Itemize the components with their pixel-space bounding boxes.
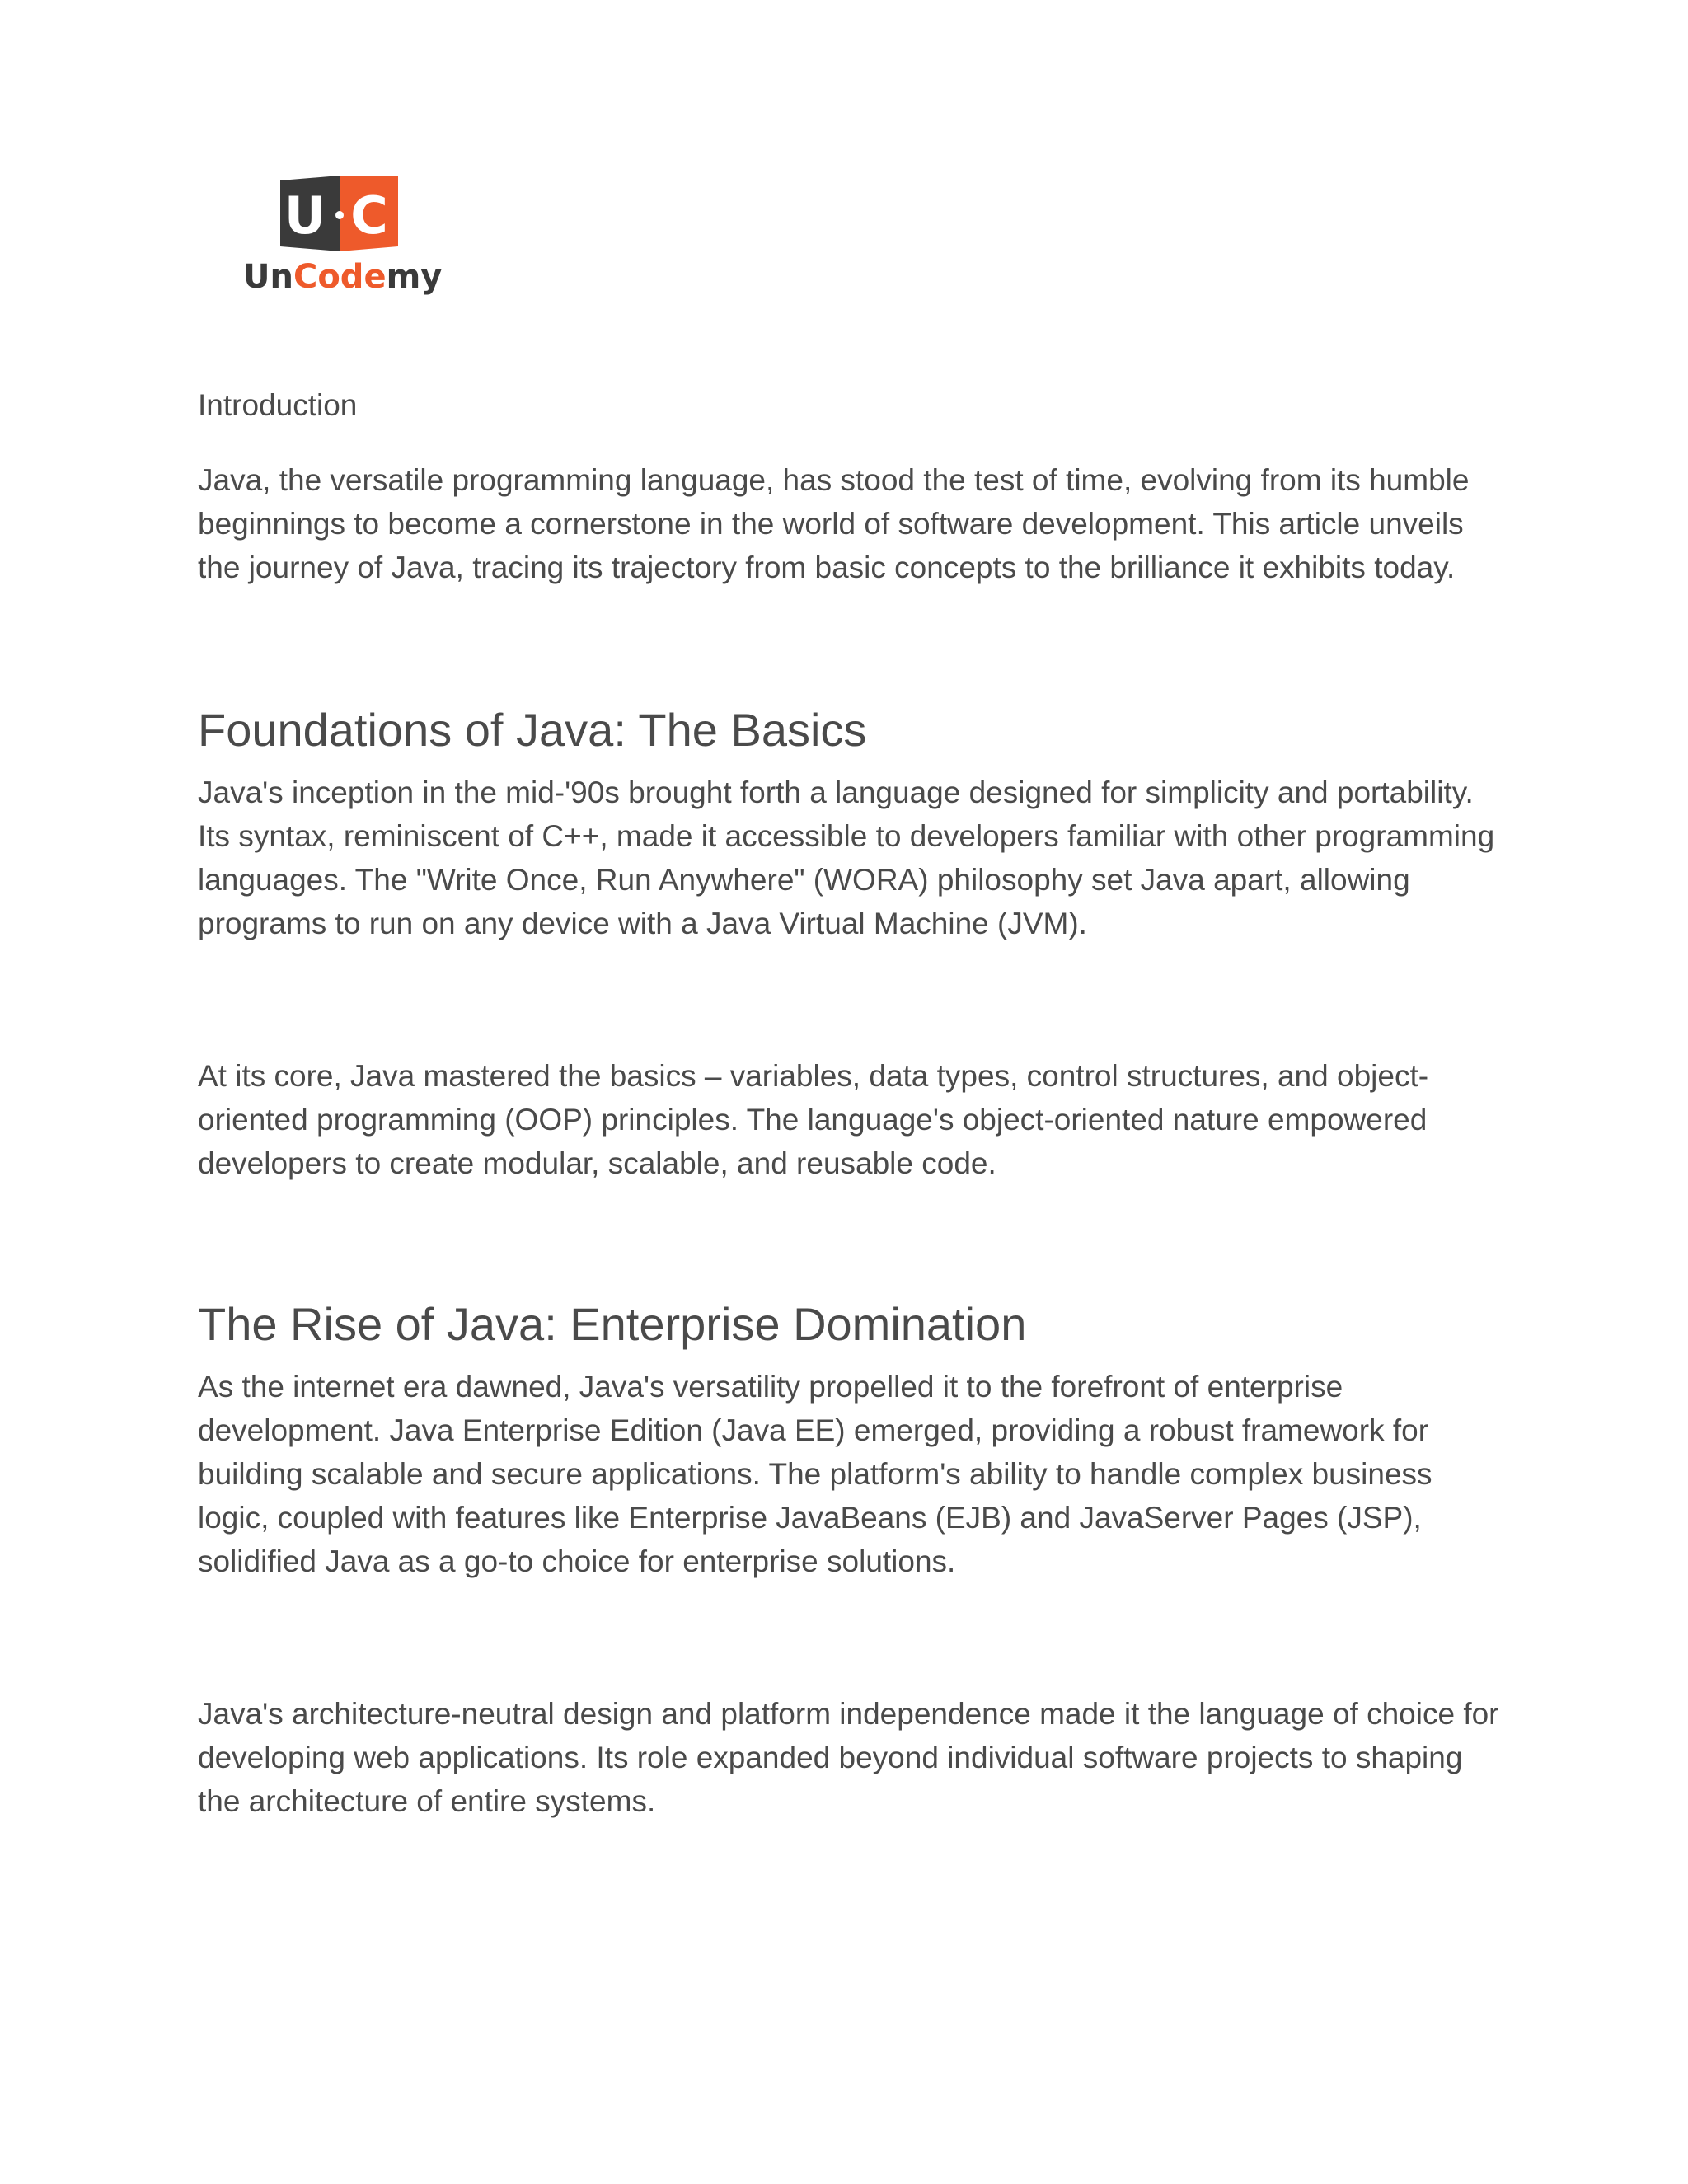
logo-mark-right-letter: C [350,185,388,246]
intro-label: Introduction [198,388,358,422]
uncodemy-logo [243,176,443,299]
article-body [198,384,1500,1823]
intro-paragraph: Java, the versatile programming language, has stood the test of time, evolving from its humble beginnings to become a cornerstone in the world of software development. This article unveils the journey of Java, tracing its trajectory from basic concepts to the brilliance it exhibits today. [198,463,1470,584]
rise-paragraph-2: Java's architecture-neutral design and platform independence made it the language of choice for developing web applications. Its role expanded beyond individual software projects to shaping the architecture of entire systems. [198,1697,1499,1818]
rise-paragraph-1: As the internet era dawned, Java's versatility propelled it to the forefront of enterprise development. Java Enterprise Edition (Java EE) emerged, providing a robust framework for building scalable and secure applications. The platform's ability to handle complex business logic, coupled with features like Enterprise JavaBeans (EJB) and JavaServer Pages (JSP), solidified Java as a go-to choice for enterprise solutions. [198,1370,1432,1578]
foundations-paragraph-2: At its core, Java mastered the basics – variables, data types, control structures, and object-oriented programming (OOP) principles. The language's object-oriented nature empowered developers to create modular, scalable, and reusable code. [198,1059,1429,1180]
uc-logo-mark [280,176,398,251]
section-heading-rise: The Rise of Java: Enterprise Domination [198,1298,1027,1350]
logo-word-part-3: my [386,258,443,296]
logo-word-part-2: Code [293,258,387,296]
logo-wordmark [243,258,442,296]
logo-word-part-1: Un [243,258,293,296]
section-heading-foundations: Foundations of Java: The Basics [198,704,867,756]
logo-mark-left-letter: U [284,185,326,246]
foundations-paragraph-1: Java's inception in the mid-'90s brought forth a language designed for simplicity and portability. Its syntax, reminiscent of C++, made it accessible to developers familiar with other programming languages. The "Write Once, Run Anywhere" (WORA) philosophy set Java apart, allowing programs to run on any device with a Java Virtual Machine (JVM). [198,776,1495,940]
